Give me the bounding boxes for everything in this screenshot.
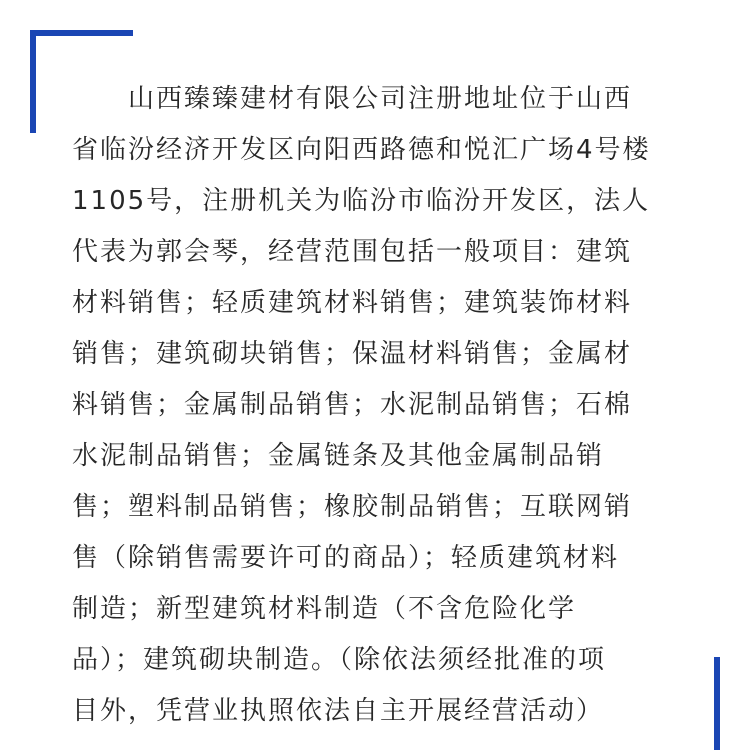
paragraph-line: 省临汾经济开发区向阳西路德和悦汇广场4号楼 xyxy=(72,135,651,165)
paragraph-line: 售；塑料制品销售；橡胶制品销售；互联网销 xyxy=(72,492,633,522)
paragraph-line: 1105号，注册机关为临汾市临汾开发区，法人 xyxy=(72,186,651,216)
paragraph-line: 代表为郭会琴，经营范围包括一般项目：建筑 xyxy=(72,237,633,267)
paragraph-line: 材料销售；轻质建筑材料销售；建筑装饰材料 xyxy=(72,288,633,318)
paragraph-line: 制造；新型建筑材料制造（不含危险化学 xyxy=(72,594,577,624)
paragraph-line: 山西臻臻建材有限公司注册地址位于山西 xyxy=(128,84,633,114)
company-description-paragraph xyxy=(72,74,692,737)
corner-bracket-top-horizontal xyxy=(30,30,133,36)
paragraph-line: 目外，凭营业执照依法自主开展经营活动） xyxy=(72,696,605,726)
paragraph-line: 水泥制品销售；金属链条及其他金属制品销 xyxy=(72,441,605,471)
corner-bracket-bottom-vertical xyxy=(714,657,720,750)
paragraph-line: 销售；建筑砌块销售；保温材料销售；金属材 xyxy=(72,339,633,369)
paragraph-line: 品）；建筑砌块制造。（除依法须经批准的项 xyxy=(72,645,607,675)
paragraph-line: 料销售；金属制品销售；水泥制品销售；石棉 xyxy=(72,390,633,420)
corner-bracket-top-vertical xyxy=(30,30,36,133)
paragraph-line: 售（除销售需要许可的商品）；轻质建筑材料 xyxy=(72,543,620,573)
